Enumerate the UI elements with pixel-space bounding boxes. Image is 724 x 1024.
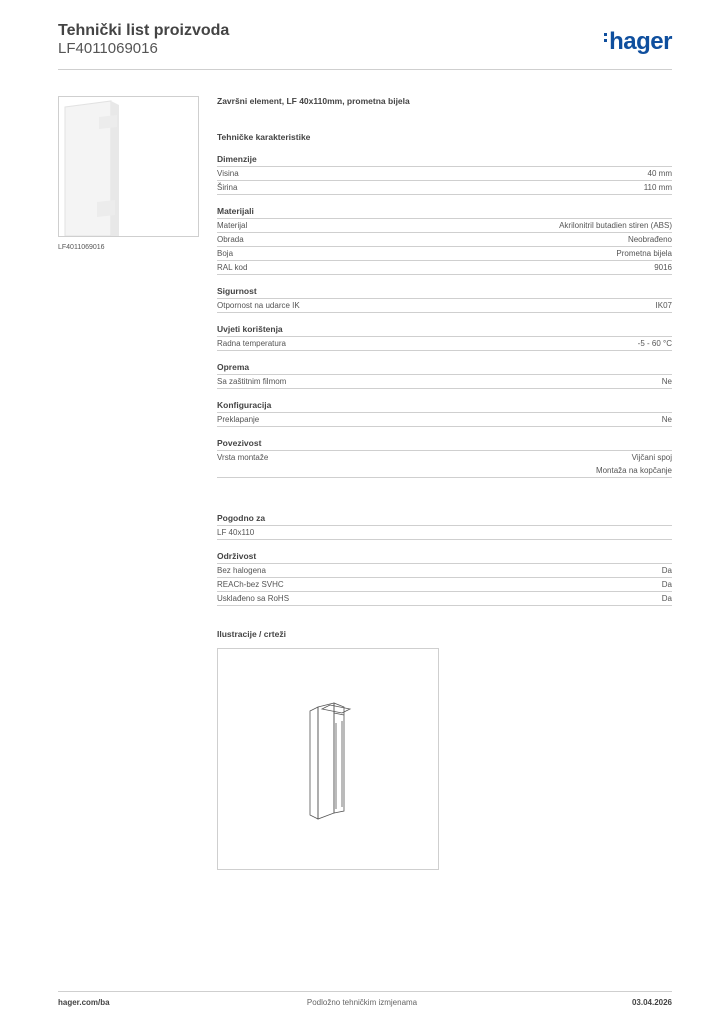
section-spacer (217, 488, 672, 512)
spec-group-oprema (217, 361, 672, 389)
spec-label: Obrada (217, 235, 244, 244)
spec-group-title: Održivost (217, 550, 672, 564)
spec-value (648, 167, 672, 180)
spec-label: LF 40x110 (217, 528, 255, 537)
spec-row (217, 592, 672, 606)
spec-row (217, 451, 672, 478)
spec-group-dimenzije (217, 153, 672, 195)
spec-row (217, 375, 672, 389)
spec-label: REACh-bez SVHC (217, 580, 284, 589)
spec-row (217, 261, 672, 275)
spec-row (217, 181, 672, 195)
end-cap-drawing-icon (218, 649, 438, 869)
spec-label: Visina (217, 169, 239, 178)
end-cap-thumbnail-icon (59, 97, 198, 236)
spec-label: Otpornost na udarce IK (217, 301, 300, 310)
spec-group-title: Povezivost (217, 437, 672, 451)
page-title: Tehnički list proizvoda (58, 22, 230, 39)
spec-label: Širina (217, 183, 238, 192)
illustration-frame (217, 648, 439, 870)
spec-value (638, 337, 672, 350)
spec-group-title: Uvjeti korištenja (217, 323, 672, 337)
spec-value-line: Ne (661, 415, 672, 424)
spec-value (616, 247, 672, 260)
spec-value (662, 413, 672, 426)
spec-value-line: Ne (661, 377, 672, 386)
spec-row (217, 413, 672, 427)
spec-value (662, 578, 672, 591)
spec-group-title: Materijali (217, 205, 672, 219)
spec-value-line: Vijčani spoj (631, 453, 672, 462)
spec-row (217, 564, 672, 578)
hager-logo[interactable] (604, 28, 672, 56)
spec-group-title: Pogodno za (217, 512, 672, 526)
spec-value-line: Montaža na kopčanje (595, 466, 672, 475)
illustrations-heading: Ilustracije / crteži (217, 629, 286, 639)
spec-value-line: 40 mm (647, 169, 672, 178)
spec-label: Preklapanje (217, 415, 260, 424)
spec-label: Bez halogena (217, 566, 266, 575)
spec-value (559, 219, 672, 232)
spec-group-pogodno-za (217, 512, 672, 540)
spec-group-title: Konfiguracija (217, 399, 672, 413)
spec-value (628, 233, 672, 246)
spec-label: Vrsta montaže (217, 453, 269, 462)
logo-text: hager (609, 28, 672, 55)
spec-value (654, 261, 672, 274)
spec-value (662, 375, 672, 388)
spec-group-sigurnost (217, 285, 672, 313)
spec-row (217, 578, 672, 592)
spec-row (217, 337, 672, 351)
spec-label: Radna temperatura (217, 339, 286, 348)
footer-note: Podložno tehničkim izmjenama (306, 998, 418, 1007)
spec-row (217, 299, 672, 313)
characteristics-panel (217, 96, 672, 616)
spec-value-line: Da (661, 594, 672, 603)
spec-label: RAL kod (217, 263, 248, 272)
spec-value (662, 564, 672, 577)
spec-row (217, 219, 672, 233)
product-title: Završni element, LF 40x110mm, prometna bijela (217, 96, 410, 106)
spec-group-title: Dimenzije (217, 153, 672, 167)
spec-value-line: IK07 (655, 301, 672, 310)
spec-value-line: 110 mm (643, 183, 672, 192)
header-divider (58, 69, 672, 70)
spec-label: Sa zaštitnim filmom (217, 377, 287, 386)
spec-group-materijali (217, 205, 672, 275)
spec-row (217, 167, 672, 181)
spec-group-uvjeti-koristenja (217, 323, 672, 351)
spec-label: Materijal (217, 221, 248, 230)
spec-group-title: Sigurnost (217, 285, 672, 299)
spec-group-povezivost (217, 437, 672, 478)
footer-website-link[interactable]: hager.com/ba (58, 998, 110, 1007)
spec-value-line: Prometna bijela (616, 249, 672, 258)
spec-value-line: -5 - 60 °C (637, 339, 672, 348)
spec-value-line: Akrilonitril butadien stiren (ABS) (559, 221, 672, 230)
spec-value (662, 592, 672, 605)
spec-value-line: Neobrađeno (627, 235, 672, 244)
product-thumbnail (58, 96, 199, 237)
spec-group-title: Oprema (217, 361, 672, 375)
spec-value (656, 299, 672, 312)
product-code: LF4011069016 (58, 40, 158, 57)
spec-value-line: 9016 (654, 263, 672, 272)
spec-group-odrzivost (217, 550, 672, 606)
spec-row (217, 233, 672, 247)
logo-dots-icon (604, 33, 608, 45)
spec-label: Usklađeno sa RoHS (217, 594, 290, 603)
spec-value (596, 451, 672, 477)
characteristics-heading: Tehničke karakteristike (217, 132, 311, 142)
footer-divider (58, 991, 672, 992)
thumbnail-caption: LF4011069016 (58, 244, 105, 251)
spec-value-line: Da (661, 580, 672, 589)
spec-value (644, 181, 672, 194)
compatibility-groups (217, 512, 672, 606)
characteristics-groups (217, 153, 672, 478)
spec-row (217, 247, 672, 261)
footer-date: 03.04.2026 (631, 998, 672, 1007)
spec-value-line: Da (661, 566, 672, 575)
spec-label: Boja (217, 249, 234, 258)
spec-row (217, 526, 672, 540)
spec-group-konfiguracija (217, 399, 672, 427)
